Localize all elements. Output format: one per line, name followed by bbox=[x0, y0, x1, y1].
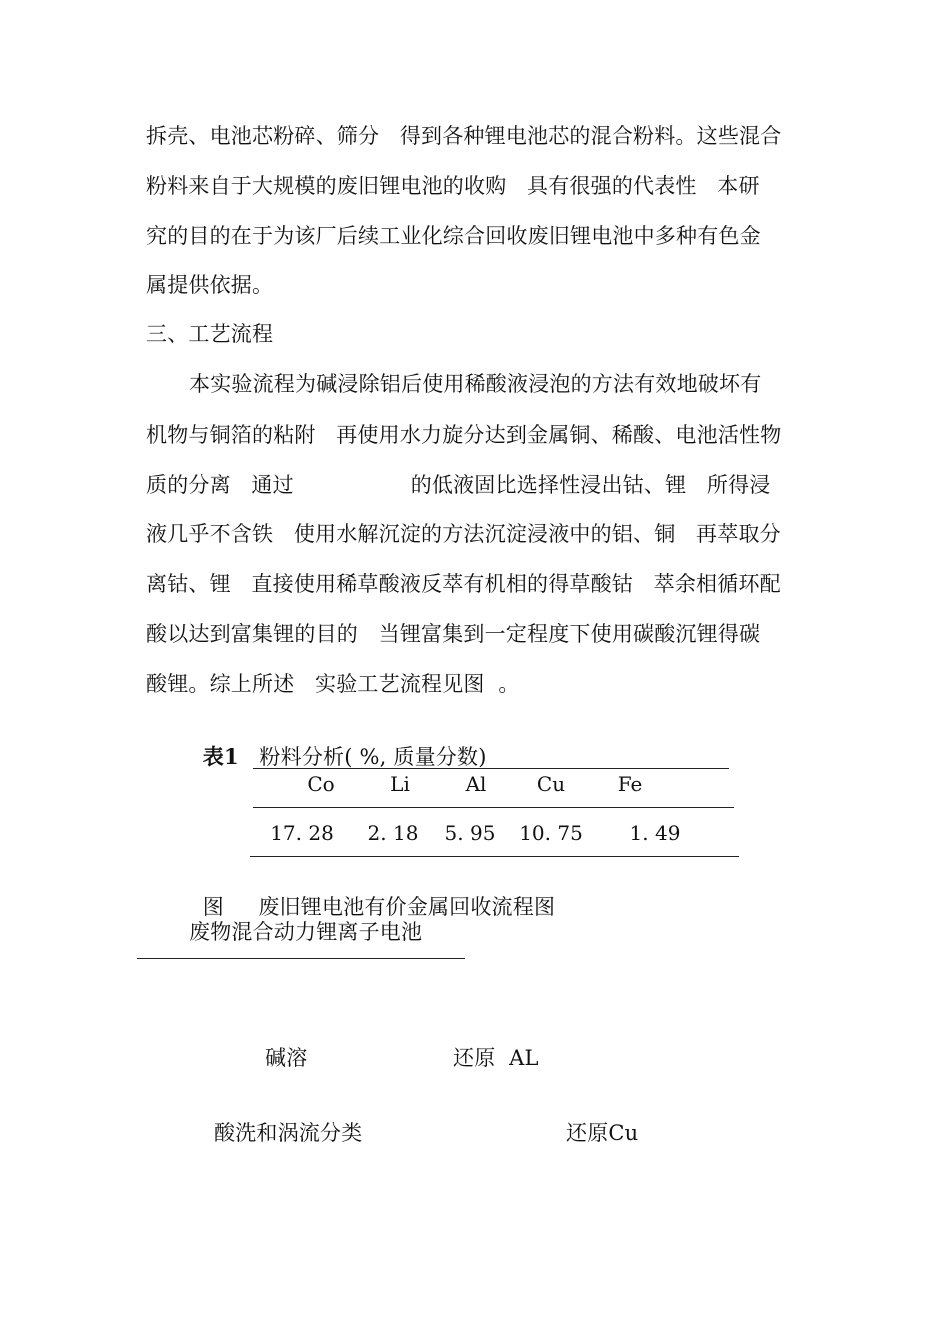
text-line: 离钴、锂 直接使用稀草酸液反萃有机相的得草酸钴 萃余相循环配 bbox=[146, 572, 781, 596]
text-line: 质的分离 通过 的低液固比选择性浸出钴、锂 所得浸 bbox=[146, 473, 771, 497]
table-top-rule bbox=[253, 768, 729, 769]
flow-node-alkali-dissolve: 碱溶 bbox=[265, 1046, 308, 1070]
header-fe: Fe bbox=[617, 772, 643, 796]
header-al: Al bbox=[465, 772, 487, 796]
text-line: 机物与铜箔的粘附 再使用水力旋分达到金属铜、稀酸、电池活性物 bbox=[146, 423, 782, 447]
table-mid-rule bbox=[253, 807, 734, 808]
section-heading: 三、工艺流程 bbox=[146, 322, 274, 346]
text-line: 属提供依据。 bbox=[146, 273, 274, 297]
text-line: 拆壳、电池芯粉碎、筛分 得到各种锂电池芯的混合粉料。这些混合 bbox=[146, 124, 782, 148]
text-line: 本实验流程为碱浸除铝后使用稀酸液浸泡的方法有效地破坏有 bbox=[189, 372, 762, 396]
figure-caption-text: 废旧锂电池有价金属回收流程图 bbox=[258, 895, 556, 919]
flow-node-batteries: 废物混合动力锂离子电池 bbox=[189, 920, 423, 944]
value-cu: 10. 75 bbox=[519, 821, 583, 845]
text-line: 酸以达到富集锂的目的 当锂富集到一定程度下使用碳酸沉锂得碳 bbox=[146, 622, 761, 646]
table-caption-text: 粉料分析( %, 质量分数) bbox=[259, 745, 487, 769]
value-li: 2. 18 bbox=[367, 821, 419, 845]
flow-divider bbox=[137, 958, 465, 959]
value-co: 17. 28 bbox=[270, 821, 334, 845]
header-cu: Cu bbox=[536, 772, 566, 796]
table-caption-label: 表1 bbox=[202, 744, 239, 769]
value-al: 5. 95 bbox=[444, 821, 496, 845]
header-li: Li bbox=[390, 772, 410, 796]
flow-node-reduce-cu: 还原Cu bbox=[566, 1121, 639, 1145]
table-caption bbox=[189, 721, 487, 769]
text-line: 液几乎不含铁 使用水解沉淀的方法沉淀浸液中的铝、铜 再萃取分 bbox=[146, 522, 781, 546]
figure-caption-label: 图 bbox=[202, 895, 224, 919]
text-line: 粉料来自于大规模的废旧锂电池的收购 具有很强的代表性 本研 bbox=[146, 174, 760, 198]
text-line: 酸锂。综上所述 实验工艺流程见图 。 bbox=[146, 672, 520, 696]
figure-caption bbox=[189, 871, 555, 919]
table-bottom-rule bbox=[250, 856, 739, 857]
text-line: 究的目的在于为该厂后续工业化综合回收废旧锂电池中多种有色金 bbox=[146, 224, 761, 248]
header-co: Co bbox=[307, 772, 335, 796]
value-fe: 1. 49 bbox=[629, 821, 681, 845]
flow-node-acid-wash-eddy: 酸洗和涡流分类 bbox=[214, 1121, 363, 1145]
flow-node-reduce-al: 还原 AL bbox=[453, 1046, 539, 1070]
